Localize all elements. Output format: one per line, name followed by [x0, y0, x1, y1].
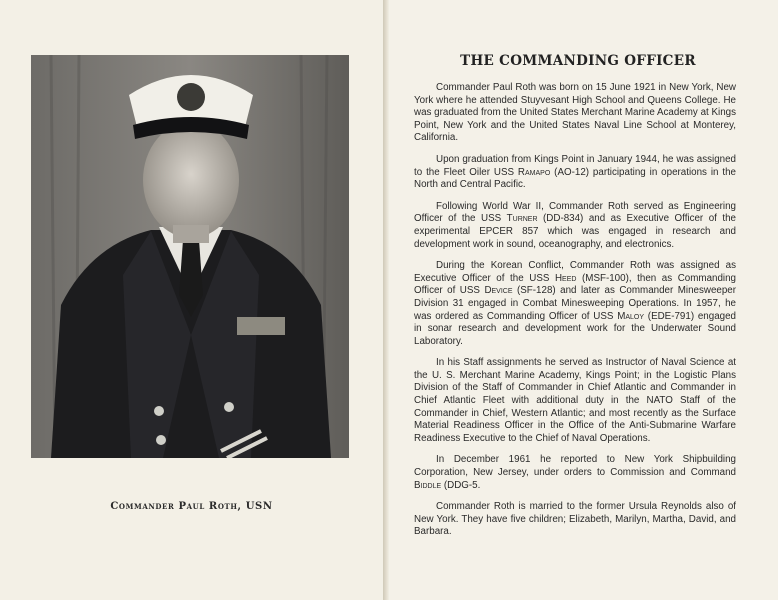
- text-segment: Upon graduation from Kings Point in January 1944, he was assigned to the Fleet Oiler USS: [414, 153, 736, 178]
- text-segment: (DDG-5.: [441, 479, 481, 491]
- paragraph-family: Commander Roth is married to the former Ursula Reynolds also of New York. They have five children; Elizabeth, Marilyn, Martha, David, and Barbara.: [414, 501, 736, 538]
- commander-portrait: [31, 55, 349, 458]
- paragraph-staff-assignments: In his Staff assignments he served as Instructor of Naval Science at the U. S. Merchant Marine Academy, Kings Point; in the Logistic Plans Division of the Staff of Commander in Chief Atlantic and Commander in Chief Atlantic Fleet with additional duty in the NATO Staff of the Commander in Chief, Western Atlantic; and most recently as the Surface Material Readiness Officer in the Office of the Anti-Submarine Warfare Readiness Executive to the Chief of Naval Operations.: [414, 357, 736, 444]
- ship-name: Maloy: [617, 310, 645, 322]
- text-segment: In December 1961 he reported to New York Shipbuilding Corporation, New Jersey, under orders to Commission and Command: [414, 454, 736, 479]
- text-segment: (MSF-100), then as Commanding Officer of USS: [414, 272, 736, 297]
- ship-name: Turner: [506, 213, 538, 225]
- left-page: [0, 0, 383, 600]
- text-segment: During the Korean Conflict, Commander Roth was assigned as Executive Officer of the USS: [414, 260, 736, 284]
- paragraph-korean-conflict: [414, 260, 736, 348]
- photo-caption: Commander Paul Roth, USN: [110, 501, 273, 512]
- page-title: THE COMMANDING OFFICER: [460, 53, 696, 69]
- text-segment: (EDE-791) engaged in sonar research and development work for the Underwater Sound Laboratory.: [414, 310, 736, 347]
- text-segment: Following World War II, Commander Roth served as Engineering Officer of the USS: [414, 200, 736, 225]
- paragraph-first-assignment: [414, 154, 736, 192]
- biography-text: [414, 82, 736, 548]
- paragraph-post-war: [414, 201, 736, 251]
- paragraph-current-command: [414, 454, 736, 492]
- paragraph-birth: Commander Paul Roth was born on 15 June 1921 in New York, New York where he attended Stuyvesant High School and Queens College. He was graduated from the United States Merchant Marine Academy at Kings Point, New York and the United States Naval Line School at Monterey, California.: [414, 82, 736, 144]
- text-segment: (SF-128) and later as Commander Minesweeper Division 31 engaged in Combat Minesweeping Operations. In 1957, he was ordered as Commanding Officer of USS: [414, 285, 736, 322]
- ship-name: Heed: [554, 272, 577, 284]
- text-segment: (AO-12) participating in operations in the North and Central Pacific.: [414, 166, 736, 191]
- portrait-illustration: [31, 55, 349, 458]
- ship-name: Biddle: [414, 479, 442, 491]
- text-segment: (DD-834) and as Executive Officer of the experimental EPCER 857 which was engaged in research and development work in sound, oceanography, and electronics.: [414, 213, 737, 250]
- ship-name: Device: [484, 285, 513, 297]
- ship-name: Ramapo: [517, 166, 551, 178]
